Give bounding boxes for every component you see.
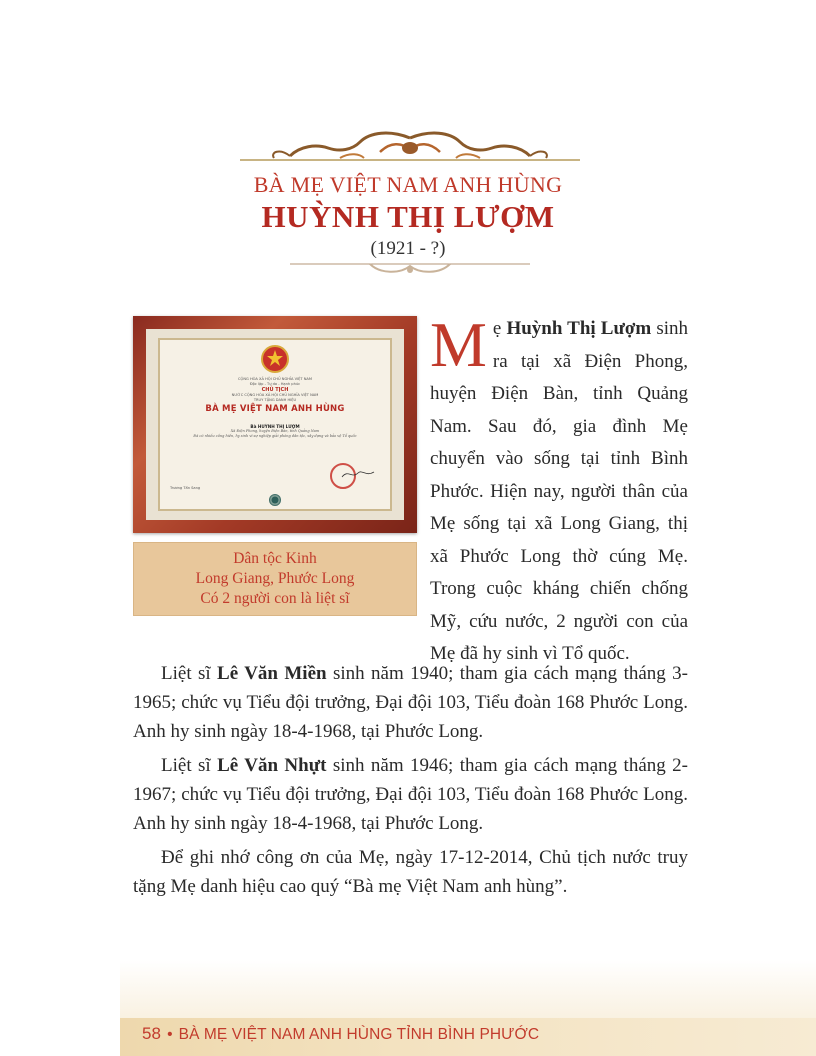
- certificate-header: [160, 377, 390, 414]
- p3-text: Để ghi nhớ công ơn của Mẹ, ngày 17-12-2014, Chủ tịch nước truy tặng Mẹ danh hiệu cao quý “Bà mẹ Việt Nam anh hùng”.: [133, 847, 688, 897]
- caption-location: Long Giang, Phước Long: [195, 570, 355, 587]
- footer-bullet: •: [167, 1026, 173, 1043]
- p1-martyr-name: Lê Văn Miền: [217, 663, 327, 684]
- certificate-person: Bà HUỲNH THỊ LƯỢM: [250, 424, 300, 429]
- intro-paragraph: [430, 309, 688, 671]
- drop-cap: M: [430, 309, 487, 380]
- intro-mother-name: Huỳnh Thị Lượm: [506, 318, 652, 339]
- header-ornament: [230, 128, 590, 168]
- p2-martyr-name: Lê Văn Nhựt: [217, 755, 327, 776]
- national-emblem-icon: [259, 344, 291, 374]
- footer-fade: [120, 960, 816, 1018]
- page-subtitle: BÀ MẸ VIỆT NAM ANH HÙNG: [253, 172, 563, 197]
- intro-after-dropcap: ẹ: [492, 318, 507, 339]
- p2-prefix: Liệt sĩ: [161, 755, 218, 776]
- certificate-body: [160, 424, 390, 439]
- certificate-title: BÀ MẸ VIỆT NAM ANH HÙNG: [205, 404, 345, 414]
- signature-icon: [340, 469, 376, 479]
- paragraph-martyr-2: [133, 751, 688, 838]
- certificate-award-line: TRUY TẶNG DANH HIỆU: [253, 398, 297, 402]
- caption-ethnicity: Dân tộc Kinh: [233, 550, 317, 567]
- certificate-paper: [158, 338, 392, 511]
- medal-icon: [269, 494, 281, 506]
- certificate-country: CỘNG HÒA XÃ HỘI CHỦ NGHĨA VIỆT NAM: [237, 377, 312, 381]
- certificate-signer: Trương Tấn Sang: [170, 486, 201, 490]
- certificate-address: Xã Điện Phong, huyện Điện Bàn, tỉnh Quảng Nam: [230, 429, 320, 433]
- paragraph-award: [133, 843, 688, 901]
- page-number: 58: [142, 1024, 162, 1043]
- caption-martyrs: Có 2 người con là liệt sĩ: [200, 590, 350, 607]
- p1-text: sinh năm 1940; tham gia cách mạng tháng 3-1965; chức vụ Tiểu đội trưởng, Đại đội 103, Tiểu đoàn 168 Phước Long. Anh hy sinh ngày 18-4-1968, tại Phước Long.: [133, 663, 688, 742]
- certificate-issuer: CHỦ TỊCH: [261, 387, 289, 393]
- intro-text: sinh ra tại xã Điện Phong, huyện Điện Bàn, tỉnh Quảng Nam. Sau đó, gia đình Mẹ chuyển vào sống tại tỉnh Bình Phước. Hiện nay, người thân của Mẹ sống tại xã Long Giang, thị xã Phước Long thờ cúng Mẹ. Trong cuộc kháng chiến chống Mỹ, cứu nước, 2 người con của Mẹ đã hy sinh vì Tổ quốc.: [430, 318, 688, 664]
- page-title: HUỲNH THỊ LƯỢM: [261, 199, 555, 234]
- life-years: (1921 - ?): [370, 238, 446, 259]
- paragraph-martyr-1: [133, 659, 688, 746]
- certificate-footnote: [170, 486, 200, 491]
- footer: [142, 1024, 539, 1044]
- certificate-citation: Đã có nhiều cống hiến, hy sinh vì sự nghiệp giải phóng dân tộc, xây dựng và bảo vệ Tổ quốc: [193, 434, 357, 438]
- book-title: BÀ MẸ VIỆT NAM ANH HÙNG TỈNH BÌNH PHƯỚC: [178, 1026, 540, 1043]
- photo-caption: [133, 542, 417, 616]
- certificate-issuer-sub: NƯỚC CỘNG HÒA XÃ HỘI CHỦ NGHĨA VIỆT NAM: [231, 393, 319, 397]
- title-underline-ornament: [280, 258, 540, 278]
- p2-text: sinh năm 1946; tham gia cách mạng tháng 2-1967; chức vụ Tiểu đội trưởng, Đại đội 103, Tiểu đoàn 168 Phước Long. Anh hy sinh ngày 18-4-1968, tại Phước Long.: [133, 755, 688, 834]
- certificate-motto: Độc lập - Tự do - Hạnh phúc: [249, 382, 301, 386]
- p1-prefix: Liệt sĩ: [161, 663, 218, 684]
- certificate-photo: [133, 316, 417, 533]
